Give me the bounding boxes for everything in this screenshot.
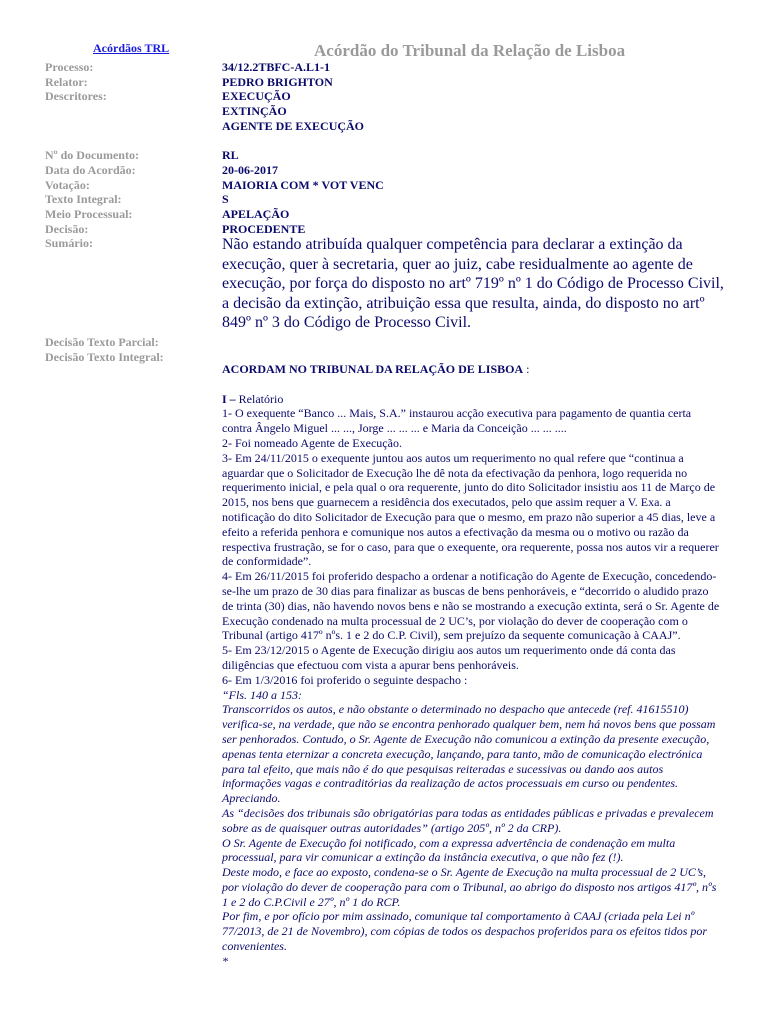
descritor-item: EXECUÇÃO [222,89,291,104]
data-value: 20-06-2017 [222,162,278,177]
meta-row-blank [45,134,745,149]
descritor-item: AGENTE DE EXECUÇÃO [222,118,365,133]
acordam-heading-suffix: : [523,362,530,376]
quote-paragraph: Deste modo, e face ao exposto, condena-se o Sr. Agente de Execução na multa processual de 2 UC’s, por violação do dever de cooperação para com o Tribunal, ao abrigo do disposto nos artigos 417º, nºs 1 e 2 do C.P.Civil e 27º, nº 1 do RCP. [222,865,717,909]
sumario-text: Não estando atribuída qualquer competência para declarar a extinção da execução, quer à secretaria, quer ao juiz, cabe residualmente ao agente de execução, por força do disposto no artº 719º nº 1 do Código de Processo Civil, a decisão da extinção, atribuição essa que resulta, ainda, do disposto no artº 849º nº 3 do Código de Processo Civil. [222,236,724,332]
meta-row-decisao-parcial [45,335,745,350]
documento-label: Nº do Documento: [45,148,139,163]
body-paragraph: 3- Em 24/11/2015 o exequente juntou aos autos um requerimento no qual refere que “continua a aguardar que o Solicitador de Execução lhe dê nota da efectivação da penhora, logo requerida no requerimento inicial, e pela qual o ora requerente, junto do dito Solicitador insistiu aos 11 de Março de 2015, nos bens que guarnecem a residência dos executados, pelo que assim requer a V. Exa. a notificação do dito Solicitador de Execução para que o mesmo, em prazo não superior a 45 dias, leve a efeito a referida penhora e comunique nos autos a efectivação da mesma ou o motivo ou razão da respectiva frustração, se for o caso, para que o exequente, ora requerente, possa nos autos vir a requerer de conformidade”. [222,450,719,569]
meta-row-votacao [45,178,745,193]
body-paragraph: 6- Em 1/3/2016 foi proferido o seguinte despacho : [222,672,468,687]
meta-row-descritores [45,89,745,133]
meio-processual-label: Meio Processual: [45,207,133,222]
documento-value: RL [222,148,239,163]
spacer [222,377,722,392]
quote-paragraph: As “decisões dos tribunais são obrigatórias para todas as entidades públicas e privadas e prevalecem sobre as de quaisquer outras autoridades” (artigo 205º, nº 2 da CRP). [222,805,714,835]
meta-row-sumario [45,236,745,332]
meio-processual-value: APELAÇÃO [222,207,290,222]
decisao-label: Decisão: [45,221,89,236]
descritores-label: Descritores: [45,89,107,104]
body-paragraph: 2- Foi nomeado Agente de Execução. [222,435,402,450]
quote-paragraph: O Sr. Agente de Execução foi notificado, com a expressa advertência de condenação em multa processual, para vir comunicar a extinção da instância executiva, o que não fez (!). [222,835,676,865]
quote-paragraph: Por fim, e por ofício por mim assinado, comunique tal comportamento à CAAJ (criada pela Lei nº 77/2013, de 21 de Novembro), com cópias de todos os despachos proferidos para os efeitos tidos por convenientes. [222,909,708,954]
acordao-body [222,362,722,969]
descritores-values [222,89,364,133]
acordaos-trl-link[interactable]: Acórdãos TRL [93,41,170,55]
acordam-heading-text: ACORDAM NO TRIBUNAL DA RELAÇÃO DE LISBOA [222,362,524,376]
meta-row-documento [45,148,745,163]
votacao-value: MAIORIA COM * VOT VENC [222,177,384,192]
decisao-value: PROCEDENTE [222,221,306,236]
texto-integral-label: Texto Integral: [45,192,122,207]
body-paragraph: 5- Em 23/12/2015 o Agente de Execução dirigiu aos autos um requerimento onde dá conta das diligências que efectuou com vista a apurar bens penhoráveis. [222,643,676,672]
meta-row-texto-integral [45,192,745,207]
quote-paragraph: Apreciando. [222,791,281,806]
meta-row-relator [45,75,745,90]
section-heading [222,392,722,407]
meta-row-meio [45,207,745,222]
texto-integral-value: S [222,192,229,207]
metadata-table [45,60,745,365]
acordam-heading [222,362,722,377]
relator-label: Relator: [45,74,88,89]
decisao-integral-label: Decisão Texto Integral: [45,350,164,365]
relator-value: PEDRO BRIGHTON [222,74,333,89]
processo-value: 34/12.2TBFC-A.L1-1 [222,60,330,74]
data-label: Data do Acordão: [45,162,136,177]
section-number: I – [222,391,236,406]
sumario-label: Sumário: [45,236,93,251]
processo-label: Processo: [45,60,94,74]
page-title: Acórdão do Tribunal da Relação de Lisboa [314,41,626,60]
blank-spacer [45,134,222,149]
meta-row-decisao [45,222,745,237]
meta-row-data [45,163,745,178]
votacao-label: Votação: [45,177,90,192]
decisao-parcial-label: Decisão Texto Parcial: [45,335,159,350]
section-title: Relatório [235,391,284,406]
quote-paragraph: Transcorridos os autos, e não obstante o determinado no despacho que antecede (ref. 41615510) verifica-se, na verdade, que não se encontra penhorado qualquer bem, nem há novos bens que possam ser penhorados. Contudo, o Sr. Agente de Execução não comunicou a extinção da presente execução, apenas tenta eternizar a concreta execução, lançando, para tanto, mão de comunicação electrónica para tal efeito, que mais não é do que pesquisas reiteradas e sucessivas ou dando aos autos informações vagas e contraditórias da realização de actos processuais em curso ou pendentes. [222,702,716,791]
meta-row-processo [45,60,745,75]
quote-paragraph: “Fls. 140 a 153: [222,687,303,702]
body-paragraph: 1- O exequente “Banco ... Mais, S.A.” instaurou acção executiva para pagamento de quantia certa contra Ângelo Miguel ... ..., Jorge ... ... ... e Maria da Conceição ... ... .... [222,406,692,436]
body-paragraph: 4- Em 26/11/2015 foi proferido despacho a ordenar a notificação do Agente de Execução, concedendo-se-lhe um prazo de 30 dias para finalizar as buscas de bens penhoráveis, e “decorrido o aludido prazo de trinta (30) dias, não havendo novos bens e não se mostrando a execução extinta, será o Sr. Agente de Execução condenado na multa processual de 2 UC’s, por violação do dever de cooperação com o Tribunal (artigo 417º nºs. 1 e 2 do C.P. Civil), sem prejuízo da sequente comunicação à CAAJ”. [222,569,720,643]
descritor-item: EXTINÇÃO [222,104,287,119]
quote-separator: * [222,953,228,968]
